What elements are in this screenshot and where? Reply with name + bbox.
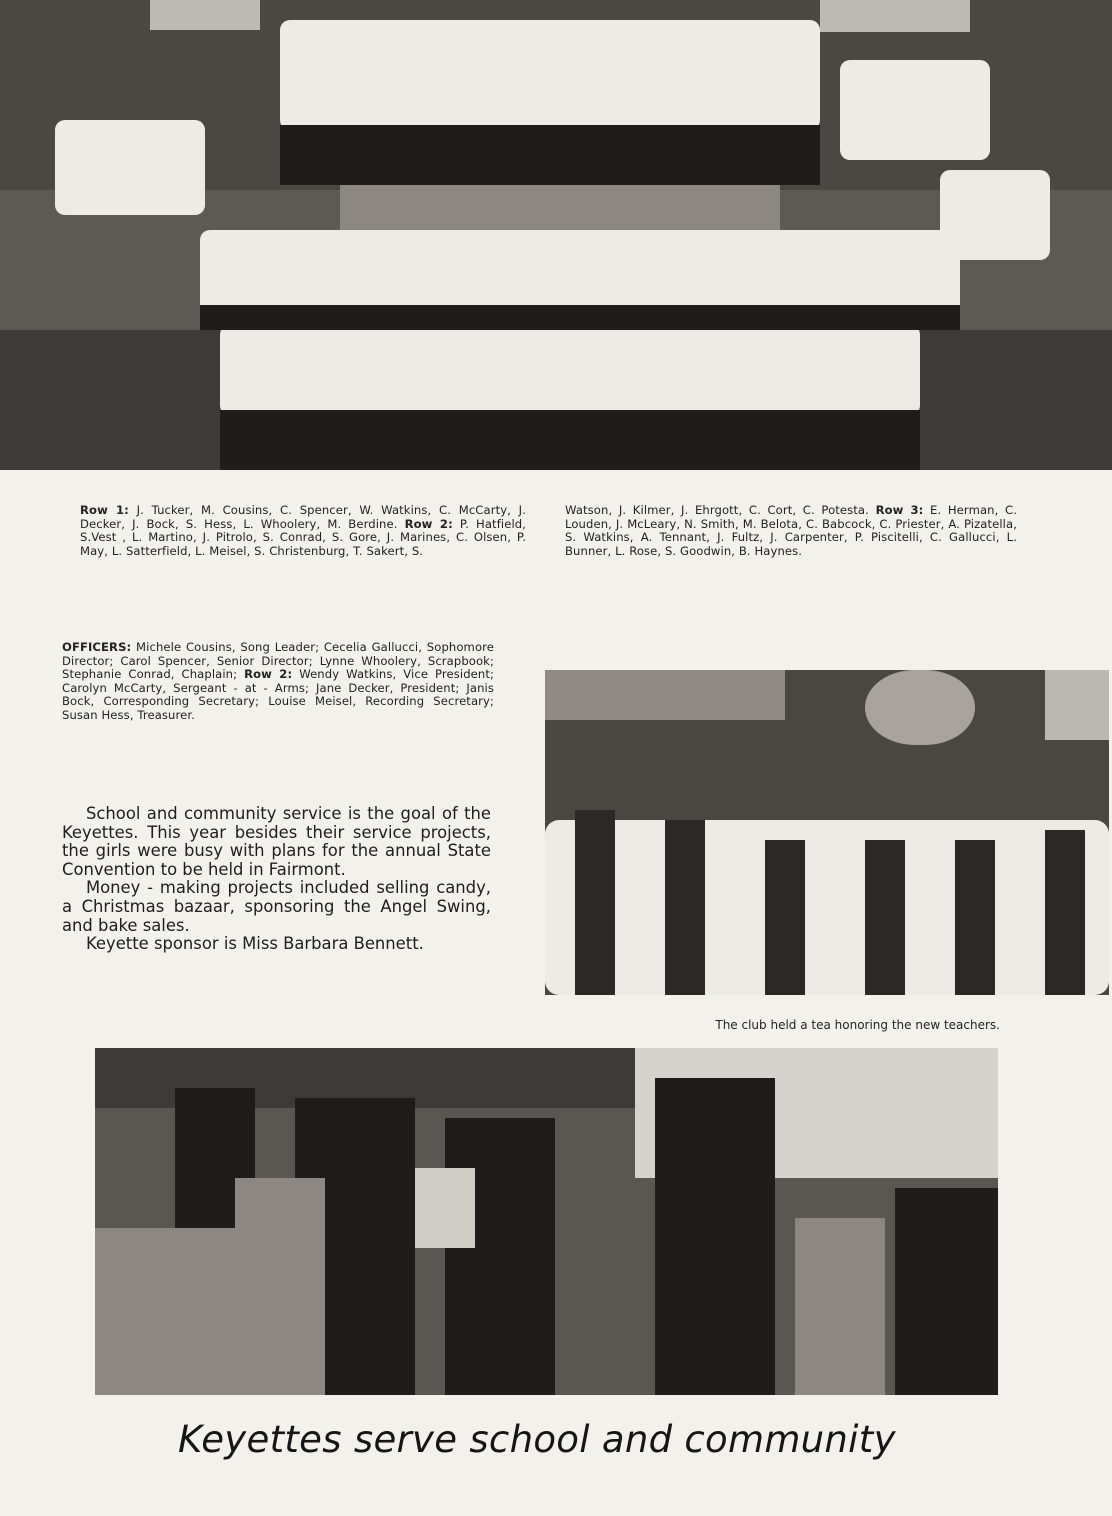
body-paragraph-2: Money - making projects included selling candy, a Christmas bazaar, sponsoring the Angel Swing, and bake sales. [62, 878, 491, 935]
row-caption-left [80, 504, 526, 558]
officers-row2-label: Row 2: [244, 667, 293, 682]
body-text [62, 805, 491, 954]
officers-label: OFFICERS: [62, 640, 132, 654]
officers-caption [62, 641, 494, 723]
tea-caption: The club held a tea honoring the new teachers. [715, 1018, 1000, 1032]
row1-names: J. Tucker, M. Cousins, C. Spencer, W. Watkins, C. McCarty, J. Decker, J. Bock, S. Hess, L. Whoolery, M. Berdine. [80, 503, 526, 531]
officers-photo [545, 670, 1109, 995]
body-paragraph-1: School and community service is the goal of the Keyettes. This year besides their service projects, the girls were busy with plans for the annual State Convention to be held in Fairmont. [62, 804, 491, 879]
officers-text: Michele Cousins, Song Leader; Cecelia Gallucci, Sophomore Director; Carol Spencer, Senior Director; Lynne Whoolery, Scrapbook; Stephanie Conrad, Chaplain; [62, 640, 494, 682]
row3-names: E. Herman, C. Louden, J. McLeary, N. Smith, M. Belota, C. Babcock, C. Priester, A. Pizatella, S. Watkins, A. Tennant, J. Fultz, J. Carpenter, P. Piscitelli, C. Gallucci, L. Bunner, L. Rose, S. Goodwin, B. Haynes. [565, 503, 1018, 558]
row3-label: Row 3: [875, 503, 924, 517]
row2-names-part1: P. Hatfield, S.Vest , L. Martino, J. Pitrolo, S. Conrad, S. Gore, J. Marines, C. Olsen, P. May, L. Satterfield, L. Meisel, S. Christenburg, T. Sakert, S. [80, 516, 527, 558]
page-headline: Keyettes serve school and community [178, 1418, 896, 1461]
officers-row2-text: Wendy Watkins, Vice President; Carolyn McCarty, Sergeant - at - Arms; Jane Decker, President; Janis Bock, Corresponding Secretary; Louise Meisel, Recording Secretary; Susan Hess, Treasurer. [62, 667, 495, 722]
group-photo [0, 0, 1112, 470]
group-photo-image [0, 0, 1112, 470]
row2-label: Row 2: [404, 516, 453, 531]
tea-photo-image [95, 1048, 998, 1395]
row2-names-part2: Watson, J. Kilmer, J. Ehrgott, C. Cort, C. Potesta. [565, 503, 869, 517]
row1-label: Row 1: [80, 503, 129, 517]
body-paragraph-3: Keyette sponsor is Miss Barbara Bennett. [86, 934, 424, 954]
tea-photo [95, 1048, 998, 1395]
row-caption-right [565, 504, 1017, 558]
officers-photo-image [545, 670, 1109, 995]
